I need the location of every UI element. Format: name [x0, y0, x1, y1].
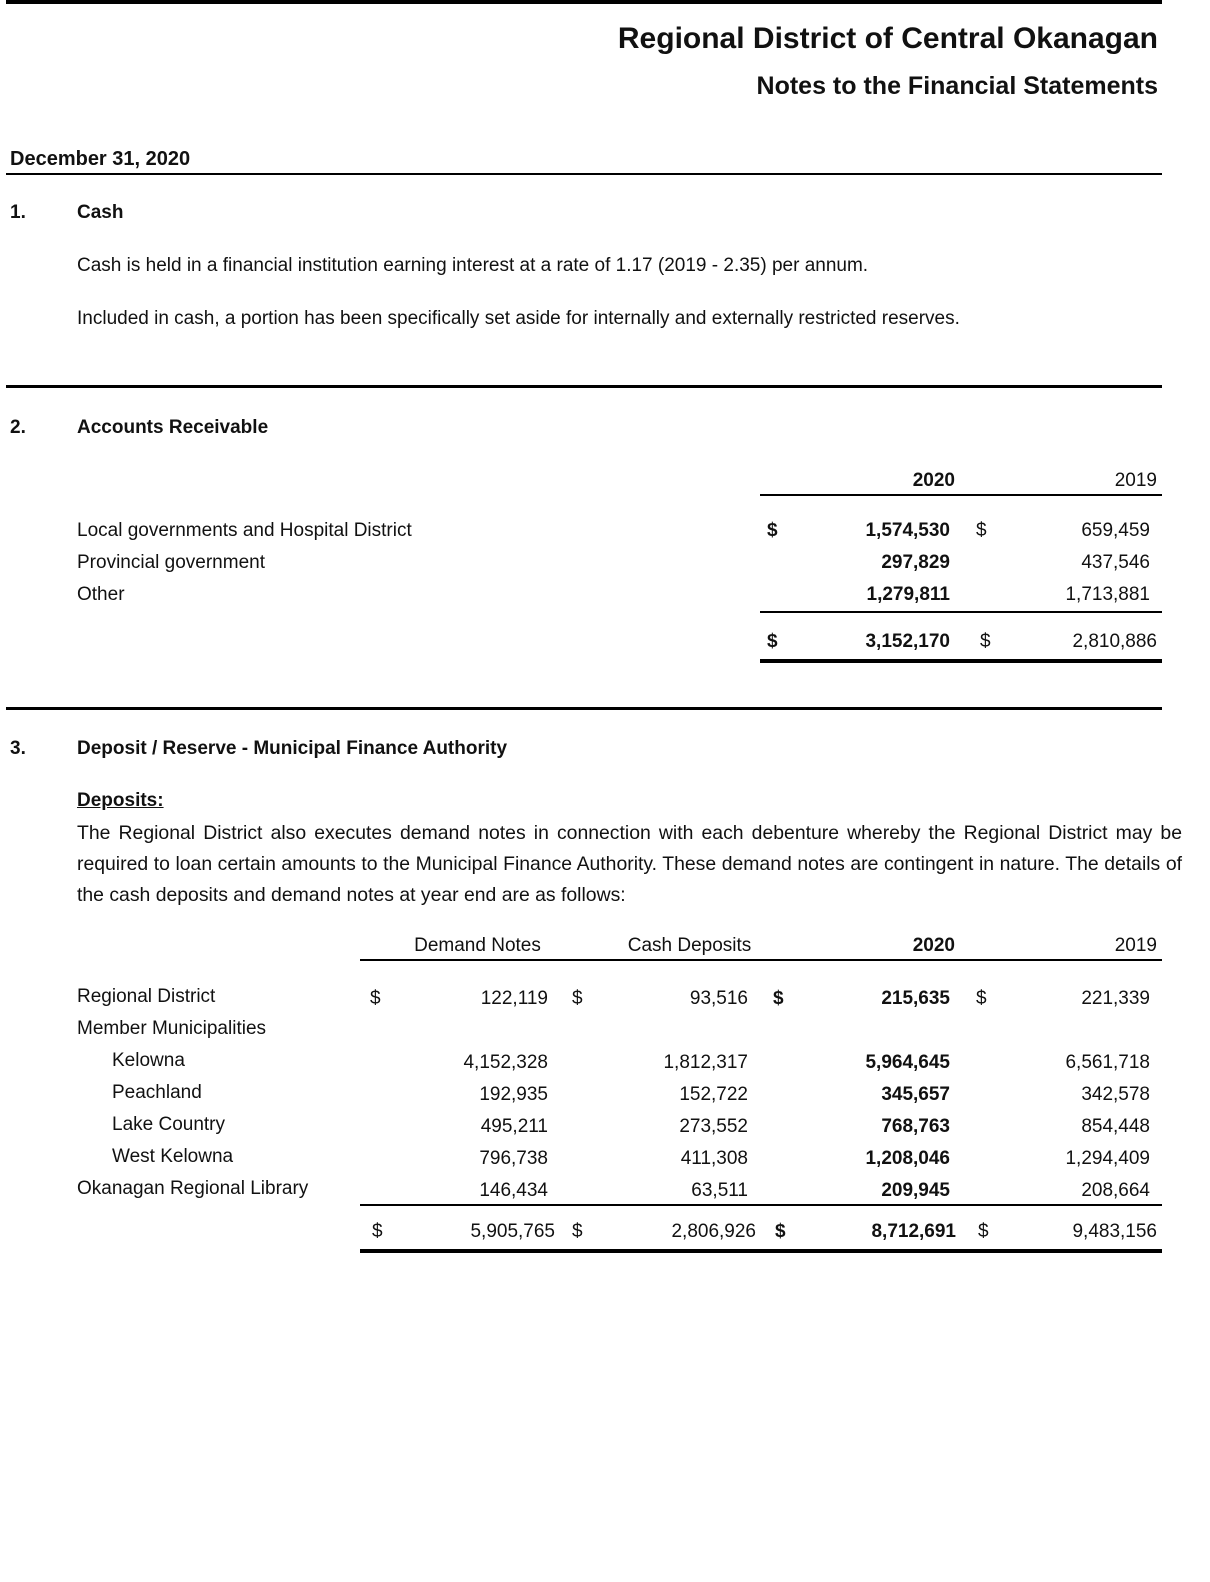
- value-2020: 1,279,811: [866, 584, 950, 605]
- currency-symbol: $: [980, 631, 991, 652]
- table-header-rule: [760, 494, 1162, 496]
- column-header-2019: 2019: [1114, 935, 1157, 956]
- note2-number: 2.: [10, 417, 26, 438]
- value-2020: 297,829: [881, 552, 950, 573]
- row-label: Peachland: [112, 1082, 202, 1103]
- section-divider: [6, 707, 1162, 710]
- top-border-rule: [6, 0, 1162, 4]
- row-label: Local governments and Hospital District: [77, 520, 412, 541]
- row-label: West Kelowna: [112, 1146, 234, 1167]
- value-2019: 659,459: [1081, 520, 1150, 541]
- note2-heading: Accounts Receivable: [77, 417, 269, 438]
- value-2019: 221,339: [1081, 988, 1150, 1009]
- currency-symbol: $: [767, 520, 778, 541]
- currency-symbol: $: [572, 1221, 583, 1242]
- row-label: Okanagan Regional Library: [77, 1178, 309, 1199]
- value-2020: 345,657: [881, 1084, 950, 1105]
- statement-date: December 31, 2020: [10, 148, 191, 170]
- cash-deposits-value: 1,812,317: [663, 1052, 748, 1073]
- date-rule: [6, 173, 1162, 175]
- demand-notes-value: 122,119: [480, 988, 548, 1009]
- section-divider: [6, 385, 1162, 388]
- value-2019: 854,448: [1081, 1116, 1150, 1137]
- row-label: Other: [77, 584, 125, 605]
- note3-heading: Deposit / Reserve - Municipal Finance Authority: [77, 738, 508, 759]
- column-header-cash-deposits: Cash Deposits: [627, 935, 752, 956]
- currency-symbol: $: [372, 1221, 383, 1242]
- row-label: Kelowna: [112, 1050, 185, 1071]
- value-2020: 1,208,046: [865, 1148, 950, 1169]
- total-2019: 2,810,886: [1072, 631, 1157, 652]
- value-2020: 768,763: [881, 1116, 950, 1137]
- row-label: Member Municipalities: [77, 1018, 267, 1039]
- demand-notes-value: 192,935: [479, 1084, 548, 1105]
- value-2020: 5,964,645: [865, 1052, 950, 1073]
- cash-deposits-value: 411,308: [680, 1148, 748, 1169]
- cash-deposits-value: 273,552: [679, 1116, 748, 1137]
- demand-notes-value: 495,211: [480, 1116, 548, 1137]
- subtotal-rule: [760, 611, 1162, 613]
- value-2020: 215,635: [881, 988, 950, 1009]
- total-2020: 3,152,170: [865, 631, 950, 652]
- note3-number: 3.: [10, 738, 26, 759]
- demand-notes-value: 796,738: [479, 1148, 548, 1169]
- currency-symbol: $: [572, 988, 583, 1009]
- organization-title: Regional District of Central Okanagan: [617, 22, 1158, 55]
- note1-paragraph: Included in cash, a portion has been specifically set aside for internally and externally restricted reserves.: [77, 308, 960, 329]
- value-2019: 1,713,881: [1065, 584, 1150, 605]
- value-2019: 208,664: [1081, 1180, 1150, 1201]
- currency-symbol: $: [976, 988, 987, 1009]
- total-2020: 8,712,691: [871, 1221, 956, 1242]
- total-double-rule: [760, 659, 1162, 663]
- currency-symbol: $: [978, 1221, 989, 1242]
- demand-notes-value: 4,152,328: [463, 1052, 548, 1073]
- document-title: Notes to the Financial Statements: [756, 72, 1158, 100]
- total-cash-deposits: 2,806,926: [671, 1221, 756, 1242]
- cash-deposits-value: 93,516: [689, 988, 748, 1009]
- total-2019: 9,483,156: [1072, 1221, 1157, 1242]
- currency-symbol: $: [976, 520, 987, 541]
- row-label: Lake Country: [112, 1114, 226, 1135]
- cash-deposits-value: 63,511: [691, 1180, 748, 1201]
- currency-symbol: $: [767, 631, 778, 652]
- note1-paragraph: Cash is held in a financial institution earning interest at a rate of 1.17 (2019 - 2.35) per annum.: [77, 255, 869, 276]
- column-header-2019: 2019: [1114, 470, 1157, 491]
- column-header-demand-notes: Demand Notes: [414, 935, 541, 956]
- value-2019: 342,578: [1081, 1084, 1150, 1105]
- subtotal-rule: [360, 1204, 1162, 1206]
- value-2019: 1,294,409: [1065, 1148, 1150, 1169]
- value-2019: 6,561,718: [1065, 1052, 1150, 1073]
- value-2020: 1,574,530: [865, 520, 950, 541]
- note3-paragraph: The Regional District also executes demand notes in connection with each debenture whereby the Regional District may be required to loan certain amounts to the Municipal Finance Authority. These demand notes are contingent in nature. The details of the cash deposits and demand notes at year end are as follows:: [77, 822, 1182, 906]
- column-header-2020: 2020: [912, 935, 955, 956]
- currency-symbol: $: [773, 988, 784, 1009]
- note1-number: 1.: [10, 202, 26, 223]
- row-label: Provincial government: [77, 552, 265, 573]
- note1-heading: Cash: [77, 202, 124, 223]
- deposits-subheading: Deposits:: [77, 790, 164, 811]
- table-header-rule: [360, 959, 1162, 961]
- cash-deposits-value: 152,722: [679, 1084, 748, 1105]
- row-label: Regional District: [77, 986, 216, 1007]
- column-header-2020: 2020: [912, 470, 955, 491]
- total-demand-notes: 5,905,765: [470, 1221, 555, 1242]
- currency-symbol: $: [370, 988, 381, 1009]
- value-2020: 209,945: [881, 1180, 950, 1201]
- demand-notes-value: 146,434: [479, 1180, 548, 1201]
- currency-symbol: $: [775, 1221, 786, 1242]
- value-2019: 437,546: [1081, 552, 1150, 573]
- total-double-rule: [360, 1249, 1162, 1253]
